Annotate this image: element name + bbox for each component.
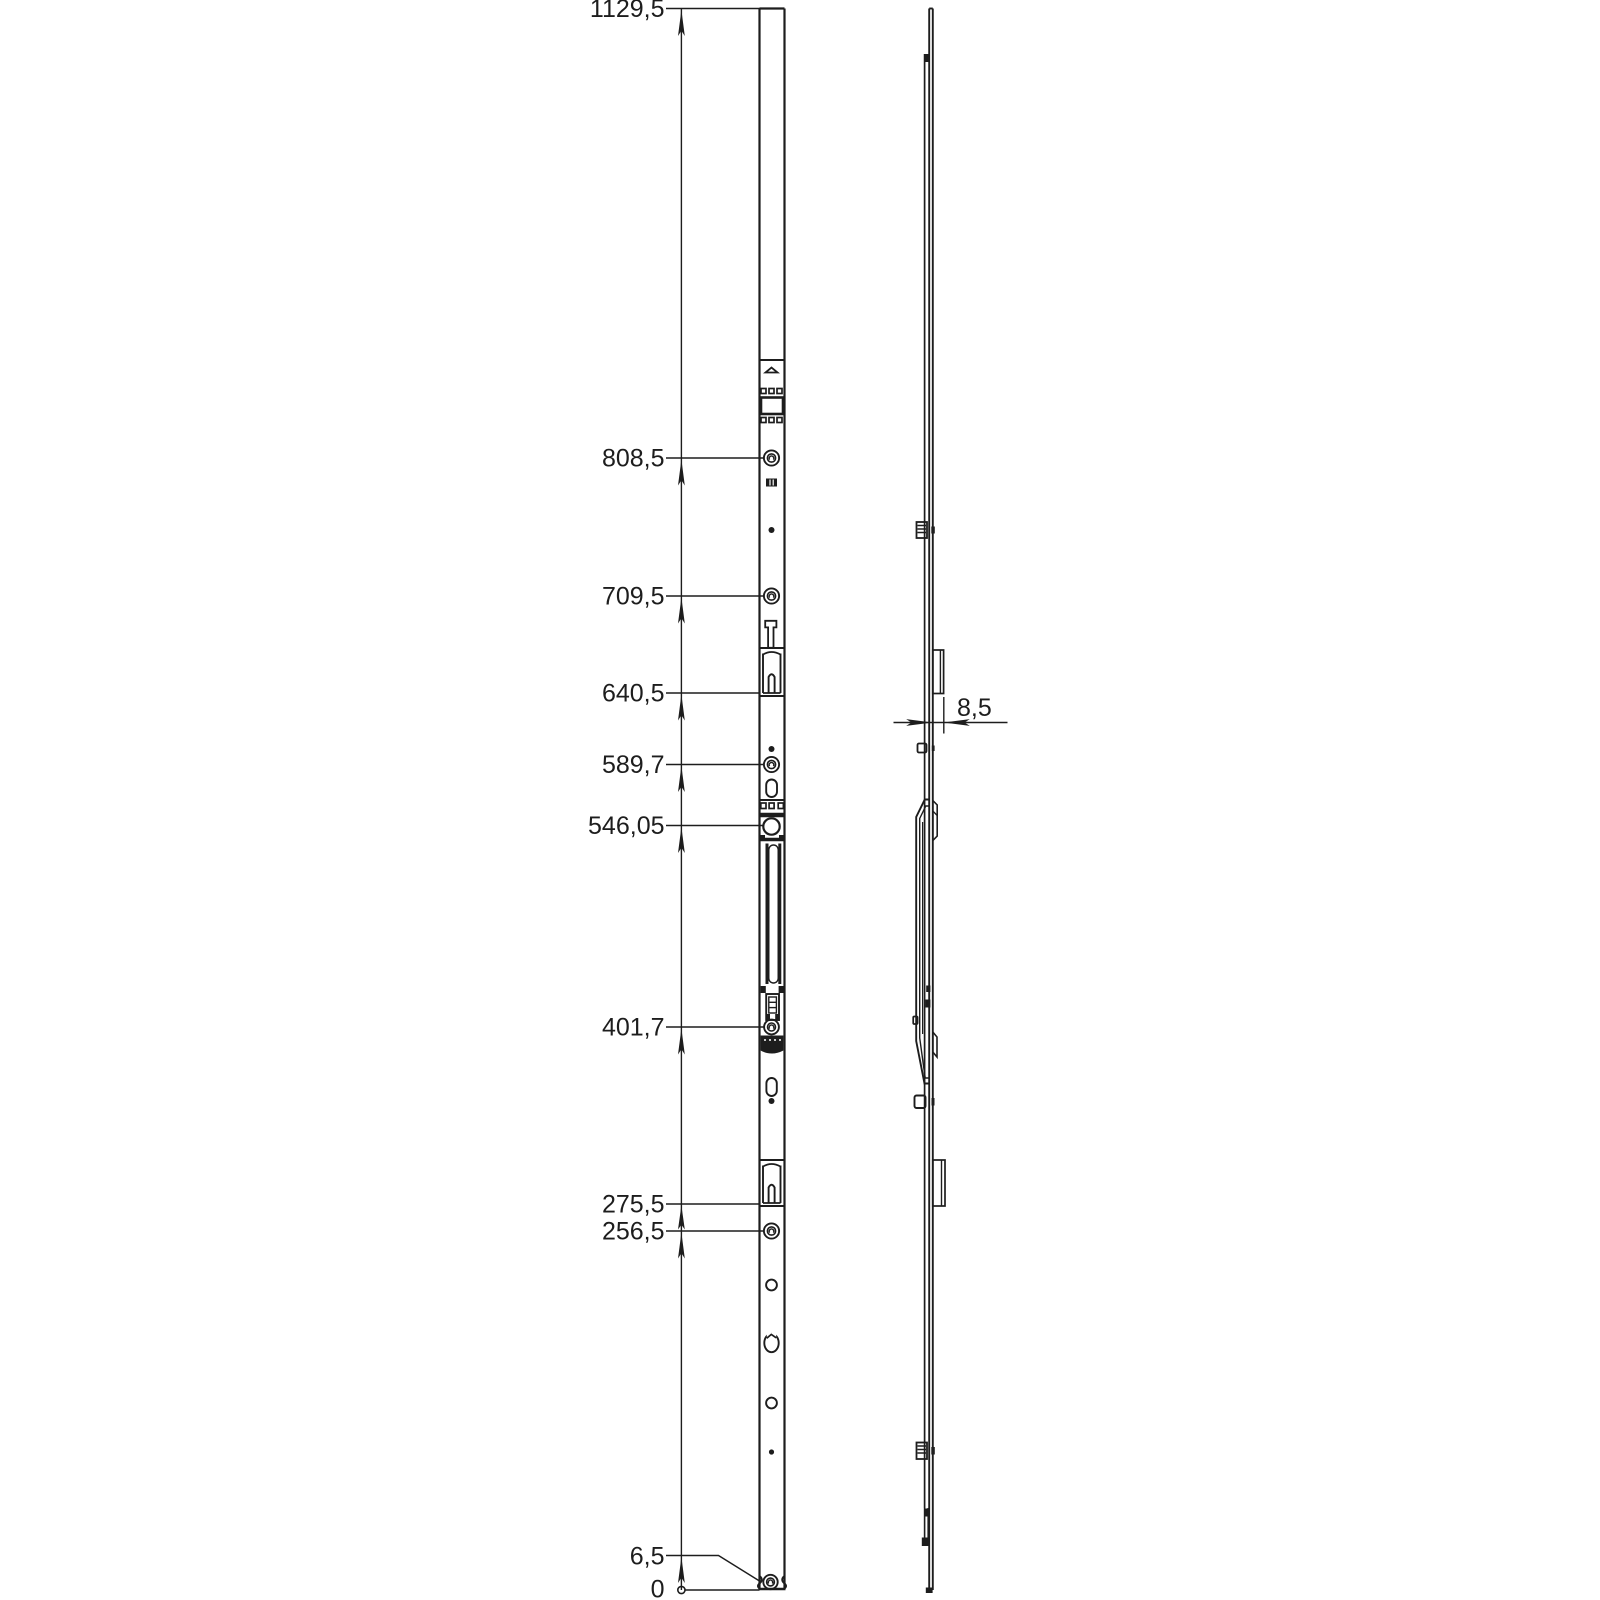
side-view (913, 9, 945, 1594)
screw-hole-709 (764, 588, 779, 603)
roller-cam-block (760, 818, 784, 840)
dimension-label-6-5: 6,5 (629, 1542, 665, 1571)
index-squares-lower (761, 418, 782, 423)
triangle-mark (766, 368, 778, 373)
hole (766, 1398, 777, 1409)
dimensioning (588, 0, 1007, 1600)
notched-oval (764, 1333, 778, 1352)
dimension-label-275-5: 275,5 (601, 1190, 665, 1219)
section-joints (760, 360, 785, 1206)
latch-keeper-lower (763, 1164, 781, 1203)
rivet-dot (769, 1449, 774, 1454)
dimension-label-1129-5: 1129,5 (589, 0, 665, 23)
case-hook-upper (933, 801, 937, 841)
screw-hole-401 (764, 1020, 779, 1035)
connector-block (761, 803, 784, 809)
front-view (758, 9, 786, 1590)
dimension-label-640-5: 640,5 (601, 679, 665, 708)
dimension-label-256-5: 256,5 (601, 1217, 665, 1246)
mushroom-cam-pin (765, 621, 776, 648)
index-squares-upper (761, 389, 782, 394)
dimension-label-401-7: 401,7 (601, 1013, 665, 1042)
dimension-label-808-5: 808,5 (601, 444, 665, 473)
side-keeper-lower (933, 1160, 945, 1206)
drive-rod-channel (761, 844, 784, 994)
dimension-label-589-7: 589,7 (601, 751, 665, 779)
rivet-dot (769, 746, 775, 752)
dimension-label-8-5: 8,5 (957, 694, 992, 722)
screw-hole-589 (764, 757, 779, 772)
bottom-foot (926, 1588, 933, 1594)
screw-hole-808 (764, 450, 779, 465)
rivet-dot (769, 527, 775, 533)
hole (766, 1280, 777, 1291)
dimension-labels (588, 0, 992, 1600)
case-hook-lower (933, 1032, 937, 1057)
bottom-striker (922, 1508, 929, 1546)
top-joint-screw (924, 54, 929, 62)
gear-cover-details (761, 368, 783, 487)
knurled-block (761, 1036, 784, 1054)
screw-hole-256 (764, 1223, 779, 1238)
manufacturer-logo-mark (766, 479, 777, 487)
latch-keeper-upper (763, 652, 781, 693)
dimension-label-709-5: 709,5 (601, 582, 665, 611)
round-holes (766, 527, 777, 1455)
side-profile-lines (924, 9, 932, 1594)
gear-window (761, 398, 783, 415)
side-keeper-upper (933, 650, 944, 694)
rivet-dot (769, 1098, 775, 1104)
screw-hole-bottom (763, 1575, 777, 1589)
cam-follower (766, 994, 779, 1020)
dimension-label-546-05: 546,05 (588, 812, 665, 840)
dimension-label-0: 0 (650, 1575, 665, 1600)
